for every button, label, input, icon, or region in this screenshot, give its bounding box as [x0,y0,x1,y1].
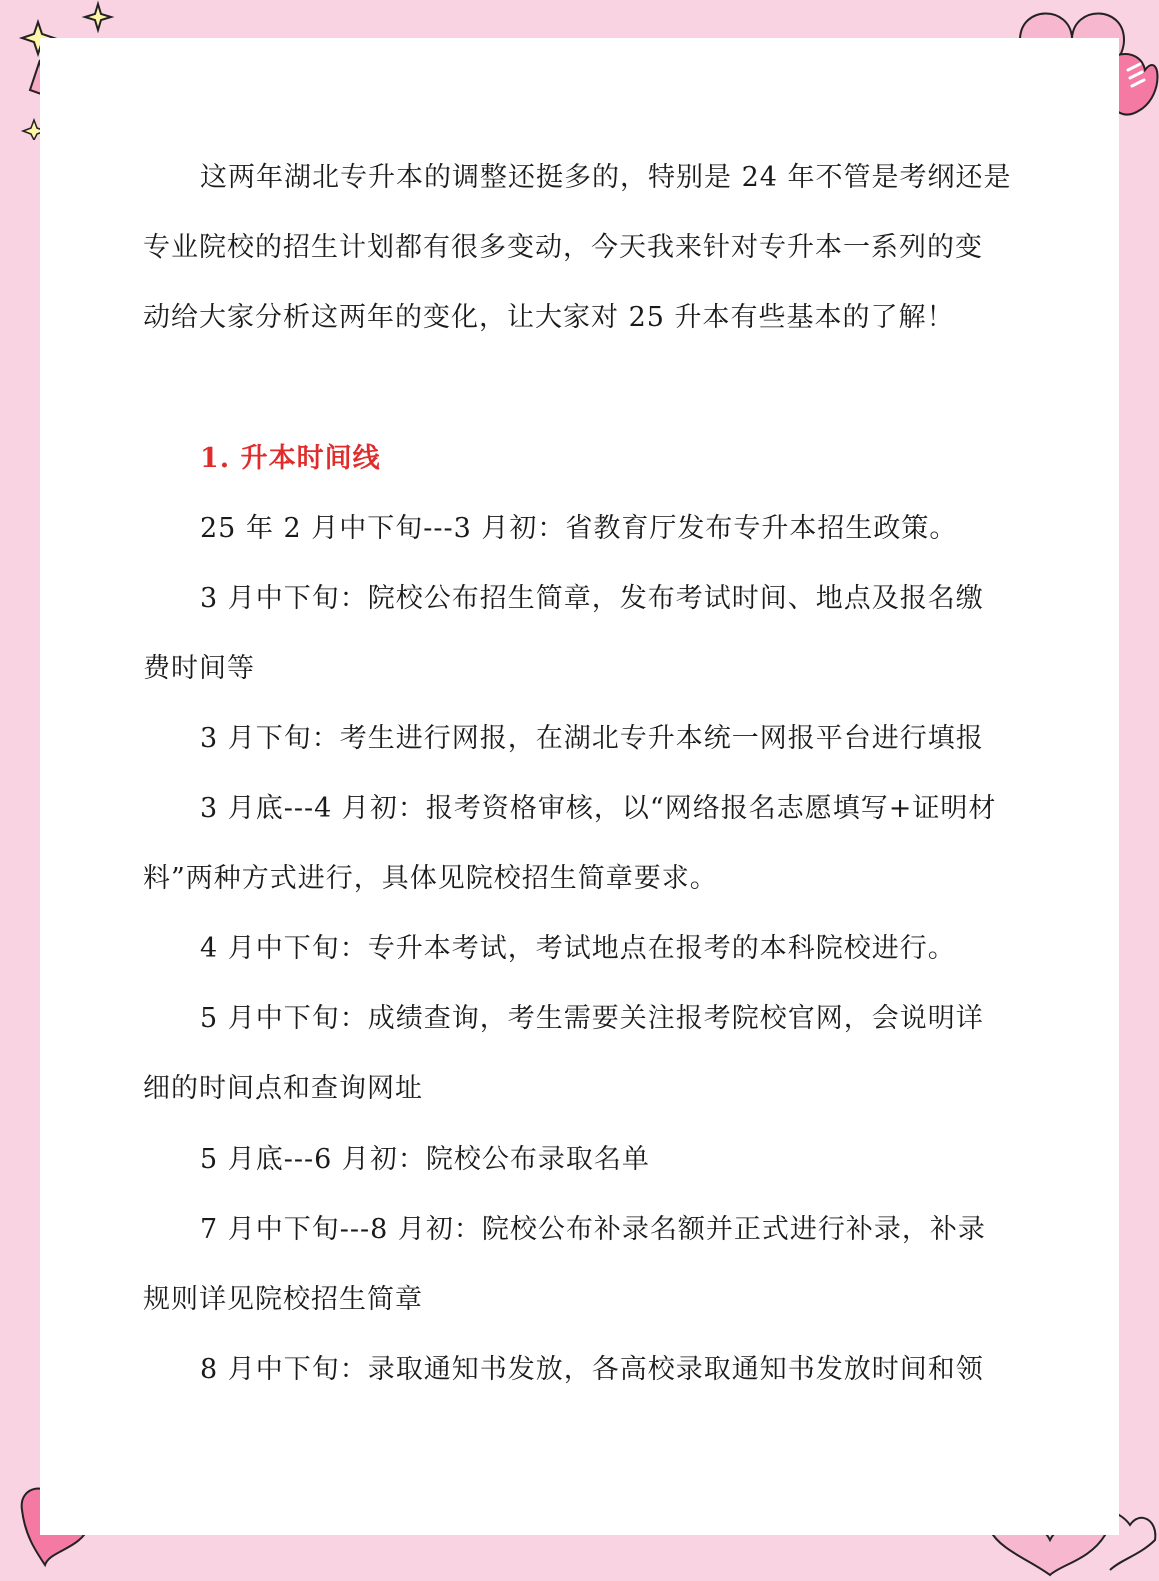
timeline-item [143,914,1019,984]
timeline-item [143,564,1019,704]
timeline-line: 5 月底---6 月初：院校公布录取名单 [200,1144,650,1175]
timeline-line: 3 月中下旬：院校公布招生简章，发布考试时间、地点及报名缴 [200,583,984,614]
timeline-line: 5 月中下旬：成绩查询，考生需要关注报考院校官网，会说明详 [200,1003,984,1034]
timeline-item [143,774,1019,914]
timeline-line: 料”两种方式进行，具体见院校招生简章要求。 [143,863,718,894]
timeline-item [143,1335,1019,1405]
timeline-line: 3 月底---4 月初：报考资格审核，以“网络报名志愿填写+证明材 [200,793,997,824]
timeline-line: 3 月下旬：考生进行网报，在湖北专升本统一网报平台进行填报 [200,723,984,754]
timeline-line: 费时间等 [143,653,255,684]
timeline-line: 7 月中下旬---8 月初：院校公布补录名额并正式进行补录，补录 [200,1214,986,1245]
intro-line-3: 动给大家分析这两年的变化，让大家对 25 升本有些基本的了解！ [143,302,955,333]
timeline-line: 规则详见院校招生简章 [143,1284,423,1315]
timeline-line: 细的时间点和查询网址 [143,1073,423,1104]
timeline-item [143,704,1019,774]
section-heading: 1. 升本时间线 [200,443,381,474]
timeline-item [143,1125,1019,1195]
timeline-line: 8 月中下旬：录取通知书发放，各高校录取通知书发放时间和领 [200,1354,984,1385]
timeline-item [143,1195,1019,1335]
timeline-item [143,984,1019,1124]
intro-paragraph [143,143,1019,353]
intro-line-2: 专业院校的招生计划都有很多变动，今天我来针对专升本一系列的变 [143,232,983,263]
intro-line-1: 这两年湖北专升本的调整还挺多的，特别是 24 年不管是考纲还是 [200,162,1012,193]
timeline-item [143,494,1019,564]
document-page [40,38,1119,1535]
timeline-line: 4 月中下旬：专升本考试，考试地点在报考的本科院校进行。 [200,933,956,964]
timeline-line: 25 年 2 月中下旬---3 月初：省教育厅发布专升本招生政策。 [200,513,958,544]
